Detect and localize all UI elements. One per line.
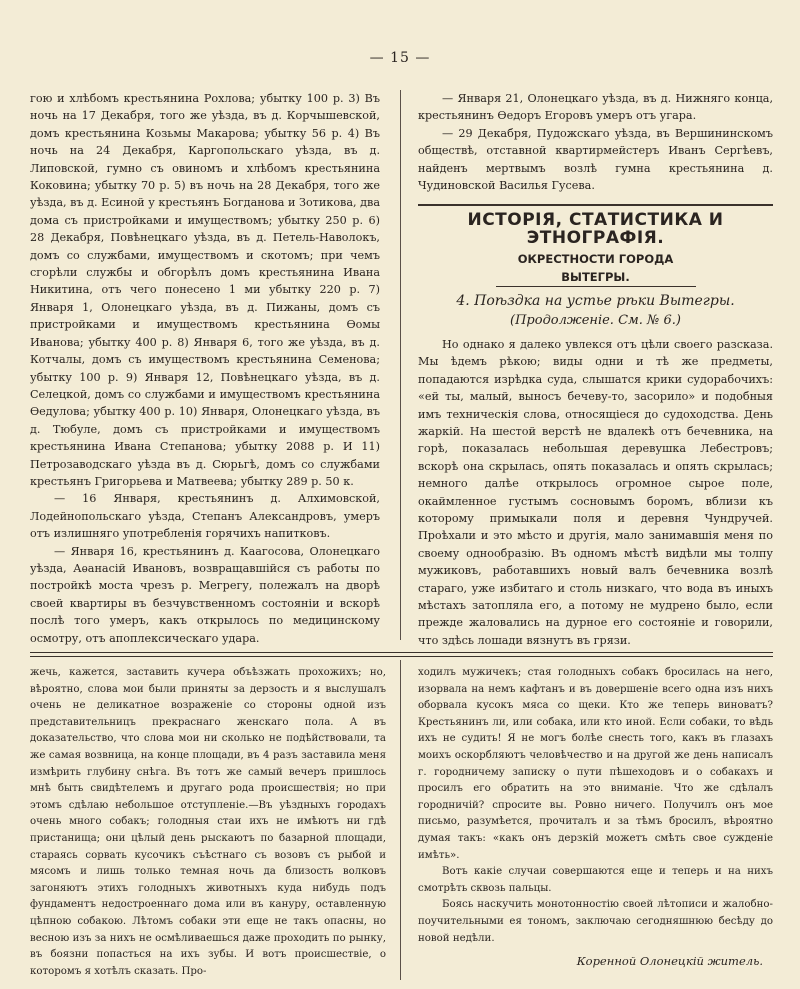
- left-column-top: [30, 90, 380, 647]
- page-number: — 15 —: [369, 50, 431, 66]
- feuilleton-text: Вотъ какіе случаи совершаются еще и теперь и на нихъ смотрѣть сквозь пальцы.: [418, 866, 773, 894]
- feuilleton-text: жечь, кажется, заставить кучера объѣзжать прохожихъ; но, вѣроятно, слова мои были приняты за дерзость и я выслушалъ очень не деликатное возраженіе со стороны одной изъ представительницъ прекраснаго женскаго пола. А въ доказательство, что слова мои ни сколько не подѣйствовали, та же самая возвница, на конце площади, въ 4 разъ заставила меня измѣрить глубину снѣга. Въ тотъ же самый вечеръ пришлось мнѣ быть свидѣтелемъ и другаго рода происшествія; но при этомъ сдѣлаю небольшое отступленіе.—Въ уѣздныхъ городахъ очень много собакъ; голодныя стаи ихъ не имѣютъ ни гдѣ пристанища; они цѣлый день рыскаютъ по базарной площади, стараясь сорвать кусочикъ съѣстнаго съ возовъ съ рыбой и мясомъ и лишь только темная ночь да близость волковъ загоняютъ этихъ голодныхъ животныхъ куда нибудь подъ фундаментъ недостроеннаго дома или въ кануру, оставленную цѣпною собакою. Лѣтомъ собаки эти еще не такъ опасны, но весною изъ за нихъ не осмѣливаешься даже проходить по рынку, въ боязни попасться на ихъ зубы. И вотъ происшествіе, о которомъ я хотѣлъ сказать. Про-: [30, 667, 386, 977]
- feuilleton-text: Боясь наскучить монотонностію своей лѣтописи и жалобно-поучительными ея тономъ, заключаю сегодняшнюю бесѣду до новой недѣли.: [418, 899, 773, 944]
- column-divider: [400, 660, 401, 980]
- incident-paragraph: — Января 16, крестьянинъ д. Каагосова, Олонецкаго уѣзда, Аѳанасій Ивановъ, возвращавшійся съ работы по постройкѣ моста чрезъ р. Мегрегу, полежалъ на дворѣ своей квартиры въ безчувственномъ состояніи и вскорѣ послѣ того умеръ, какъ открылось по медицинскому осмотру, отъ апоплексическаго удара.: [30, 544, 380, 645]
- article-body: Но однако я далеко увлекся отъ цѣли своего разсказа. Мы ѣдемъ рѣкою; виды одни и тѣ же предметы, попадаются изрѣдка суда, слышатся крики судорабочихъ: «ей ты, малый, выносъ бечеву-то, засорило» и подобныя имъ техническія слова, относящіеся до судоходства. День жаркій. На шестой верстѣ не вдалекѣ отъ бечевника, на горѣ, показалась небольшая деревушка Лебестровъ; вскорѣ она скрылась, опять показалась и опять скрылась; немного далѣе открылось огромное сырое поле, окаймленное густымъ сосновымъ боромъ, вблизи къ которому примыкали поля и деревня Чундручей. Проѣхали и это мѣсто и другія, мало занимавшія меня по своему однообразію. Въ одномъ мѣстѣ видѣли мы толпу мужиковъ, работавшихъ новый валъ бечевника возлѣ стараго, уже избитаго и столь низкаго, что вода въ иныхъ мѣстахъ затопляла его, а потому не мудрено было, если прежде жаловались на дурное его состояніе и говорили, что здѣсь лошади вязнутъ въ грязи.: [418, 337, 773, 647]
- incident-paragraph: — Января 21, Олонецкаго уѣзда, въ д. Нижняго конца, крестьянинъ Ѳедоръ Егоровъ умеръ отъ угара.: [418, 92, 773, 123]
- right-column-bottom: [418, 665, 773, 970]
- horizontal-divider: [30, 652, 773, 657]
- section-heading: ИСТОРІЯ, СТАТИСТИКА И ЭТНОГРАФІЯ.: [418, 204, 773, 247]
- column-divider: [400, 90, 401, 640]
- article-title: 4. Поѣздка на устье рѣки Вытегры.: [456, 293, 735, 310]
- right-column-top: [418, 90, 773, 649]
- author-signature: Коренной Олонецкій житель.: [576, 954, 763, 969]
- incident-paragraph: гою и хлѣбомъ крестьянина Рохлова; убытку 100 р. 3) Въ ночь на 17 Декабря, того же уѣзда, въ д. Корчышевской, домъ крестьянина Козьмы Макарова; убытку 56 р. 4) Въ ночь на 24 Декабря, Каргопольскаго уѣзда, въ д. Липовской, гумно съ овиномъ и хлѣбомъ крестьянина Коковина; убытку 70 р. 5) въ ночь на 28 Декабря, того же уѣзда, въ д. Есиной у крестьянъ Богданова и Зотикова, два дома съ пристройками и имуществомъ; убытку 250 р. 6) 28 Декабря, Повѣнецкаго уѣзда, въ д. Петель-Наволокъ, домъ со службами, имуществомъ и скотомъ; при чемъ сгорѣли службы и обгорѣлъ домъ крестьянина Ивана Никитина, отъ чего понесено 1 ми убытку 220 р. 7) Января 1, Олонецкаго уѣзда, въ д. Пижаны, домъ съ пристройками и имуществомъ крестьянина Ѳомы Иванова; убытку 400 р. 8) Января 6, того же уѣзда, въ д. Котчалы, домъ съ имуществомъ крестьянина Семенова; убытку 100 р. 9) Января 12, Повѣнецкаго уѣзда, въ д. Селецкой, домъ со службами и имуществомъ крестьянина Ѳедулова; убытку 400 р. 10) Января, Олонецкаго уѣзда, въ д. Тюбуле, домъ съ пристройками и имуществомъ крестьянина Ивана Степанова; убытку 2088 р. И 11) Петрозаводскаго уѣзда въ д. Сюрьгѣ, домъ со службами крестьянъ Григорьева и Матвеева; убытку 289 р. 50 к.: [30, 92, 380, 488]
- left-column-bottom: [30, 665, 386, 980]
- incident-paragraph: — 29 Декабря, Пудожскаго уѣзда, въ Вершининскомъ обществѣ, отставной квартирмейстеръ Иванъ Сергѣевъ, найденъ мертвымъ возлѣ гумна крестьянина д. Чудиновской Василья Гусева.: [418, 126, 773, 193]
- incident-paragraph: — 16 Января, крестьянинъ д. Алхимовской, Лодейнопольскаго уѣзда, Степанъ Александровъ, умеръ отъ излишняго употребленія горячихъ напитковъ.: [30, 492, 380, 541]
- sub-heading: ОКРЕСТНОСТИ ГОРОДА ВЫТЕГРЫ.: [496, 251, 696, 287]
- feuilleton-text: ходилъ мужичекъ; стая голодныхъ собакъ бросилась на него, изорвала на немъ кафтанъ и въ довершеніе всего одна изъ нихъ оборвала кусокъ мяса со щеки. Кто же теперь виноватъ? Крестьянинъ ли, или собака, или кто иной. Если собаки, то вѣдь ихъ не судить! Я не могъ болѣе снесть того, какъ въ глазахъ моихъ оскорбляютъ человѣчество и на другой же день написалъ г. городничему записку о пути пѣшеходовъ и о собакахъ и просилъ его обратить на это вниманіе. Что же сдѣлалъ городничій? спросите вы. Ровно ничего. Получилъ онъ мое письмо, разумѣется, прочиталъ и за тѣмъ бросилъ, вѣроятно думая такъ: «какъ онъ дерзкій можетъ смѣть свое сужденіе имѣть».: [418, 667, 773, 861]
- continuation-note: (Продолженіе. См. № 6.): [510, 313, 681, 329]
